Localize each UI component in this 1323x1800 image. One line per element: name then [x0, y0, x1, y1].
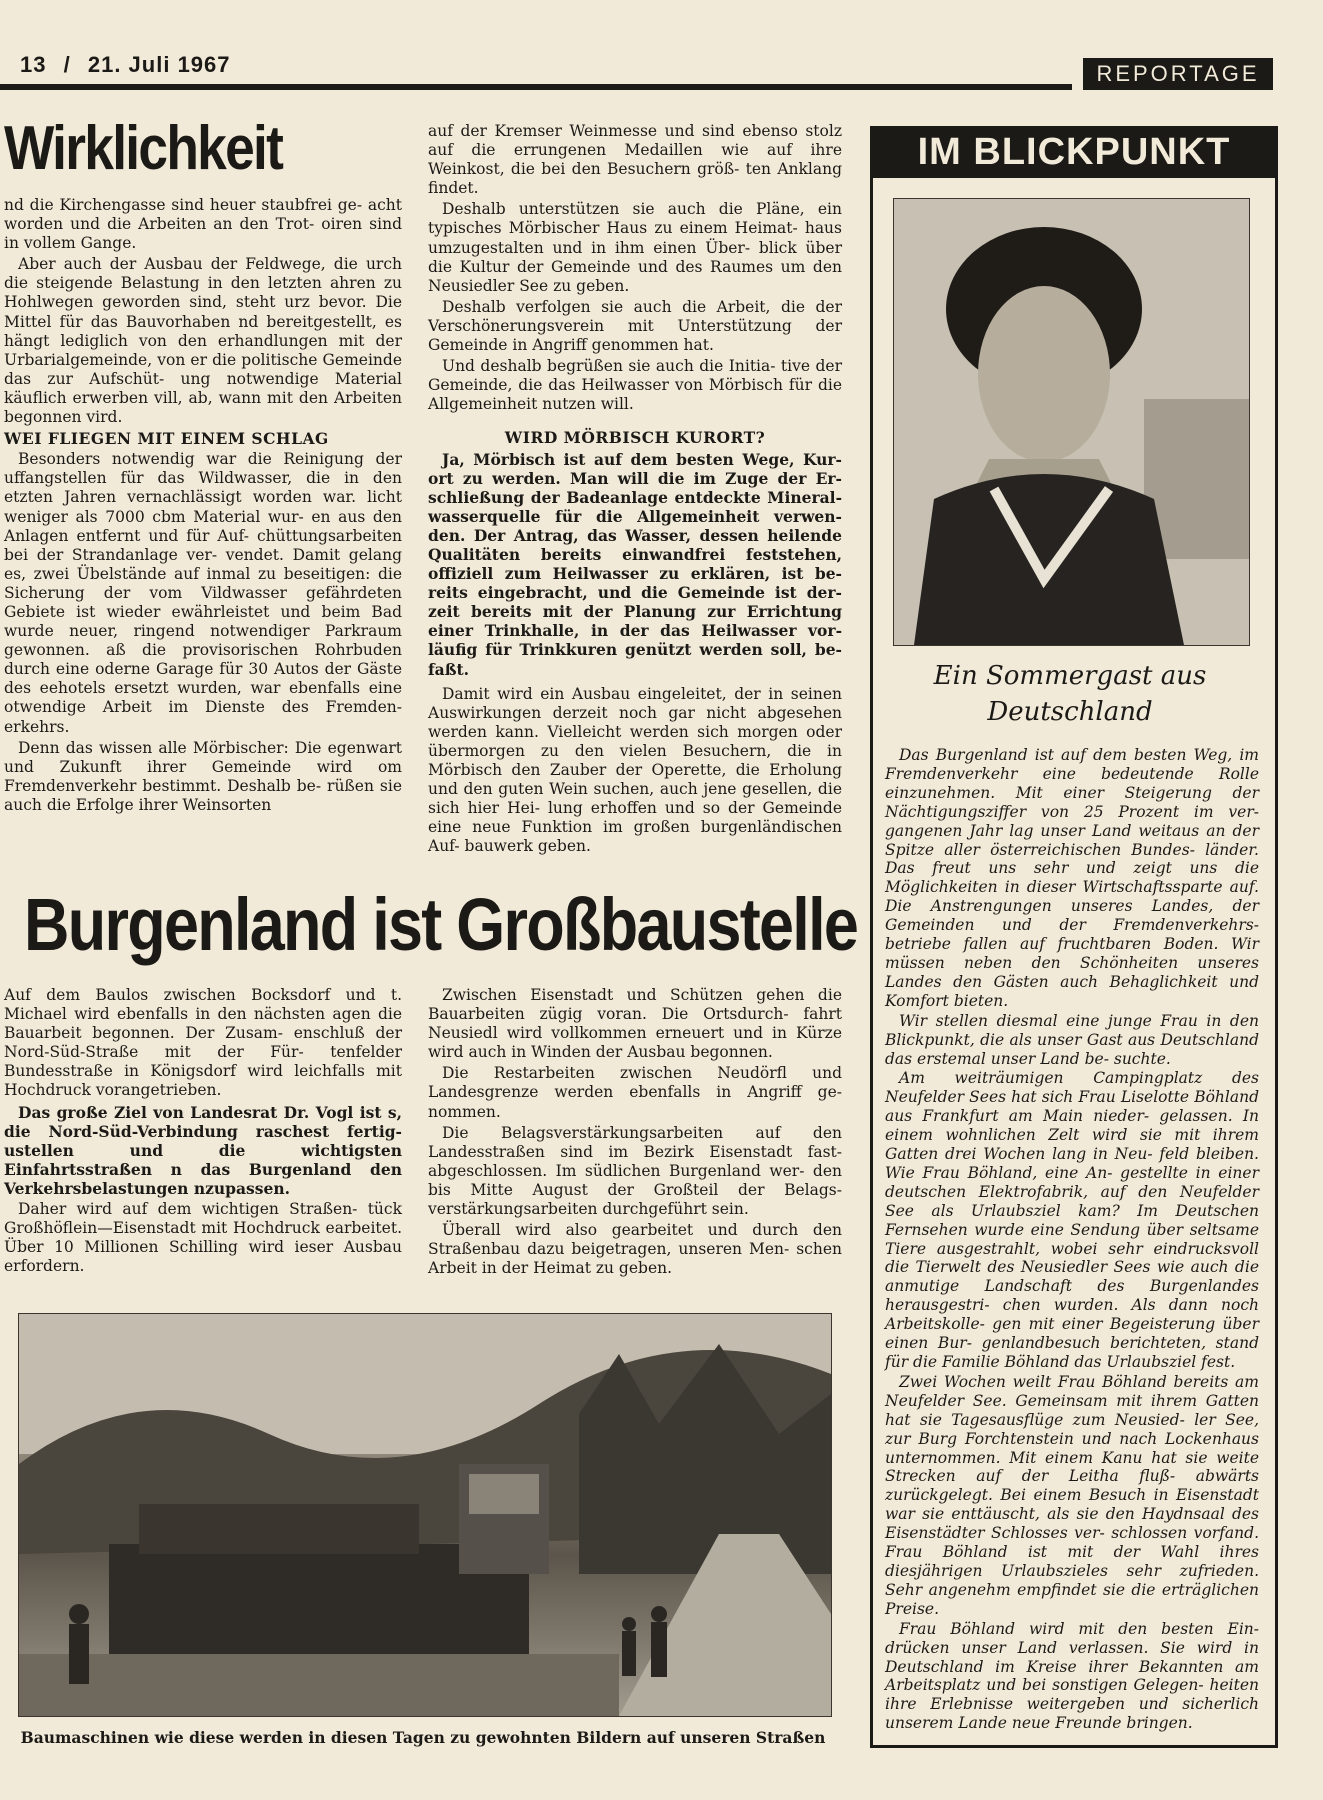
subheading: WIRD MÖRBISCH KURORT? — [504, 428, 766, 448]
paragraph: Denn das wissen alle Mörbischer: Die egenwart und Zukunft ihrer Gemeinde wird om Fremdenverkehr bestimmt. Deshalb be- rüßen sie auch die Erfolge ihrer Weinsorten — [4, 738, 402, 814]
subtitle-line: Deutschland — [987, 697, 1153, 727]
section-label: REPORTAGE — [1083, 58, 1273, 90]
headline-grossbaustelle: Burgenland ist Großbaustelle — [24, 883, 858, 966]
article2-column1 — [4, 986, 402, 1278]
paragraph: Und deshalb begrüßen sie auch die Initia- tive der Gemeinde, die das Heilwasser von Mörbisch für die Allgemeinheit nutzen will. — [428, 357, 842, 414]
header-separator: / — [63, 52, 71, 77]
paragraph-bold: Ja, Mörbisch ist auf dem besten Wege, Kur- ort zu werden. Man will die im Zuge der Er- schließung der Badeanlage entdeckte Mineral- wasserquelle für die Allgemeinheit verwen- den. Der Antrag, das Wasser, dessen heilende Qualitäten bereits einwandfrei feststehen, offiziell zum Heilwasser zu erklären, ist be- reits eingebracht, und die Gemeinde ist der- zeit bereits mit der Planung zur Errichtung einer Trinkhalle, in der das Heilwasser vor- läufig für Trinkkuren genützt werden soll, be- faßt. — [428, 449, 842, 679]
article1-column1 — [4, 196, 402, 817]
paragraph: Zwischen Eisenstadt und Schützen gehen die Bauarbeiten zügig voran. Die Ortsdurch- fahrt Neusiedl wird vollkommen erneuert und in Kürze wird auch in Winden der Ausbau begonnen. — [428, 986, 842, 1062]
page-header — [20, 52, 231, 78]
header-rule — [0, 84, 1072, 90]
paragraph: Die Restarbeiten zwischen Neudörfl und Landesgrenze werden ebenfalls in Angriff ge- nommen. — [428, 1064, 842, 1121]
blickpunkt-subtitle — [890, 658, 1250, 730]
paragraph: Die Belagsverstärkungsarbeiten auf den Landesstraßen sind im Bezirk Eisenstadt fast- abgeschlossen. Im südlichen Burgenland wer- den bis Mitte August der Großteil der Belags- verstärkungsarbeiten durchgeführt sein. — [428, 1123, 842, 1219]
paragraph: Daher wird auf dem wichtigen Straßen- tück Großhöflein—Eisenstadt mit Hochdruck earbeitet. Über 10 Millionen Schilling wird ieser Ausbau erfordern. — [4, 1200, 402, 1276]
paragraph: Wir stellen diesmal eine junge Frau in den Blickpunkt, die als unser Gast aus Deutschland das erstemal unser Land be- suchte. — [885, 1011, 1259, 1068]
paragraph: auf der Kremser Weinmesse und sind ebenso stolz auf die errungenen Medaillen wie auf ihre Weinkost, die bei den Besuchern größ- ten Anklang findet. — [428, 122, 842, 198]
subheading: WEI FLIEGEN MIT EINEM SCHLAG — [4, 429, 329, 449]
woman-portrait-image — [894, 199, 1249, 645]
page-number: 13 — [20, 52, 47, 77]
paragraph: Deshalb verfolgen sie auch die Arbeit, die der Verschönerungsverein mit Unterstützung der Gemeinde in Angriff genommen hat. — [428, 297, 842, 355]
paragraph: Zwei Wochen weilt Frau Böhland bereits am Neufelder See. Gemeinsam mit ihrem Gatten hat sie Tagesausflüge zum Neusied- ler See, zur Burg Forchtenstein und nach Lockenhaus unternommen. Mit einem Kanu hat sie weite Strecken auf der Leitha fluß- abwärts zurückgelegt. Bei einem Besuch in Eisenstadt war sie enttäuscht, als sie den Haydnsaal des Eisenstädter Schlosses ver- schlossen vorfand. Frau Böhland ist mit der Wahl ihres diesjährigen Urlaubszieles sehr zufrieden. Sehr angenehm empfindet sie die erträglichen Preise. — [885, 1372, 1259, 1618]
paragraph: Am weiträumigen Campingplatz des Neufelder Sees hat sich Frau Liselotte Böhland aus Frankfurt am Main nieder- gelassen. In einem wohnlichen Zelt wird sie mit ihrem Gatten drei Wochen lang in Neu- feld bleiben. Wie Frau Böhland, eine An- gestellte in einer deutschen Elektrofabrik, auf den Neufelder See als Urlaubsziel kam? Im Deutschen Fernsehen wurde eine Sendung über seltsame Tiere ausgestrahlt, wobei sehr eindrucksvoll die Tierwelt des Neusiedler Sees wie auch die anmutige Landschaft des Burgenlandes herausgestri- chen wurden. Als dann noch Arbeitskolle- gen mit einer Begeisterung über einen Bur- genlandbesuch berichteten, stand für die Familie Böhland das Urlaubsziel fest. — [885, 1069, 1259, 1371]
paragraph: Das Burgenland ist auf dem besten Weg, im Fremdenverkehr eine bedeutende Rolle einzunehmen. Mit einer Steigerung der Nächtigungsziffer von 25 Prozent im ver- gangenen Jahr lag unser Land weitaus an der Spitze aller österreichischen Bundes- länder. Das freut uns sehr und zeigt uns die Möglichkeiten in dieser Wirtschaftssparte auf. Die Anstrengungen unseres Landes, der Gemeinden und der Fremdenverkehrs- betriebe fallen auf fruchtbaren Boden. Wir müssen neben den Schönheiten unseres Landes den Gästen auch Behaglichkeit und Komfort bieten. — [885, 746, 1259, 1010]
paragraph: Frau Böhland wird mit den besten Ein- drücken unser Land verlassen. Sie wird in Deutschland im Kreise ihrer Bekannten am Arbeitsplatz und bei sonstigen Gelegen- heiten ihre Erlebnisse weitergeben und sicherlich unserem Lande neue Freunde bringen. — [885, 1619, 1259, 1733]
blickpunkt-article — [885, 746, 1259, 1734]
article1-column2 — [428, 122, 842, 858]
paragraph: Überall wird also gearbeitet und durch den Straßenbau dazu beigetragen, unseren Men- schen Arbeit in der Heimat zu geben. — [428, 1221, 842, 1278]
paragraph: Damit wird ein Ausbau eingeleitet, der in seinen Auswirkungen derzeit noch gar nicht abgesehen werden kann. Vielleicht werden sich morgen oder übermorgen zu den vielen Besuchern, die in Mörbisch den Zauber der Operette, die Erholung und den guten Wein suchen, auch jene gesellen, die sich hier Hei- lung erhoffen und so der Gemeinde eine neue Funktion im großen burgenländischen Auf- bauwerk geben. — [428, 684, 842, 856]
paragraph: Deshalb unterstützen sie auch die Pläne, ein typisches Mörbischer Haus zu einem Heimat- haus umzugestalten und in ihm einen Über- blick über die Kultur der Gemeinde und des Raumes um den Neusiedler See zu geben. — [428, 200, 842, 295]
paragraph: Besonders notwendig war die Reinigung der uffangstellen für das Wildwasser, die in den etzten Jahren vernachlässigt worden war. licht weniger als 7000 cbm Material wur- en aus den Anlagen entfernt und für Auf- chüttungsarbeiten bei der Strandanlage ver- vendet. Damit gelang es, zwei Übelstände auf inmal zu beseitigen: die Sicherung der vom Vildwasser gefährdeten Gebiete ist wieder ewährleistet und beim Bad wurde neuer, ringend notwendiger Parkraum gewonnen. aß die provisorischen Rohrbuden durch eine oderne Garage für 30 Autos der Gäste des eehotels ersetzt wurden, war ebenfalls eine otwendige Arbeit im Dienste des Fremden- erkehrs. — [4, 450, 402, 736]
paragraph: nd die Kirchengasse sind heuer staubfrei ge- acht worden und die Arbeiten an den Trot- oiren sind in vollem Gange. — [4, 196, 402, 253]
portrait-photo — [893, 198, 1250, 646]
issue-date: 21. Juli 1967 — [87, 52, 231, 77]
headline-wirklichkeit: Wirklichkeit — [4, 114, 283, 183]
paragraph-bold: Das große Ziel von Landesrat Dr. Vogl ist s, die Nord-Süd-Verbindung raschest fertig- ustellen und die wichtigsten Einfahrtsstraßen n das Burgenland den Verkehrsbelastungen nzupassen. — [4, 1102, 402, 1198]
photo-caption: Baumaschinen wie diese werden in diesen Tagen zu gewohnten Bildern auf unseren Straßen — [20, 1728, 826, 1747]
paragraph: Auf dem Baulos zwischen Bocksdorf und t. Michael wird ebenfalls in den nächsten agen die Bauarbeit begonnen. Der Zusam- enschluß der Nord-Süd-Straße mit der Für- tenfelder Bundesstraße in Königsdorf wird leichfalls mit Hochdruck vorangetrieben. — [4, 986, 402, 1100]
construction-photo — [18, 1313, 832, 1717]
paragraph: Aber auch der Ausbau der Feldwege, die urch die steigende Belastung in den letzten ahren zu Hohlwegen geworden sind, steht urz bevor. Die Mittel für das Bauvorhaben nd bereitgestellt, es hängt lediglich von den erhandlungen mit der Urbarialgemeinde, von er die politische Gemeinde das zur Aufschüt- ung notwendige Material käuflich erwerben vill, ab, wann mit den Arbeiten begonnen vird. — [4, 255, 402, 427]
blickpunkt-title: IM BLICKPUNKT — [870, 126, 1278, 178]
article2-column2 — [428, 986, 842, 1280]
construction-scene-image — [19, 1314, 831, 1716]
subtitle-line: Ein Sommergast aus — [933, 661, 1207, 691]
